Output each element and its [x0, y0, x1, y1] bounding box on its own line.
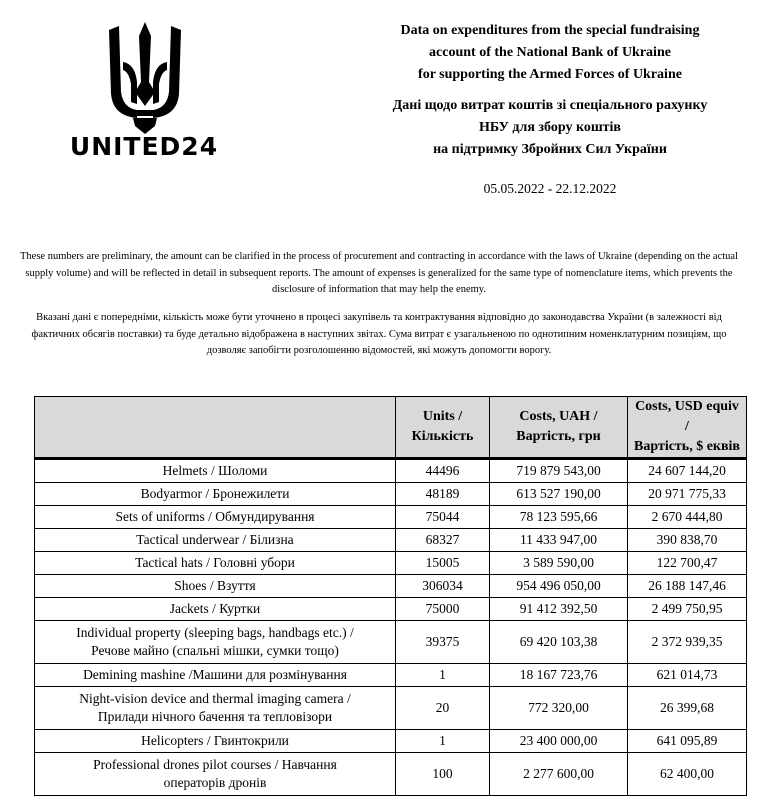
table-row	[35, 529, 747, 552]
cell-units: 1	[396, 664, 490, 687]
header-units	[396, 397, 490, 459]
table-row	[35, 575, 747, 598]
cell-item	[35, 621, 396, 664]
cell-costs-usd: 24 607 144,20	[628, 459, 747, 483]
cell-item	[35, 483, 396, 506]
header-costs-usd	[628, 397, 747, 459]
cell-units: 75000	[396, 598, 490, 621]
cell-item	[35, 598, 396, 621]
title-en-line: account of the National Bank of Ukraine	[429, 45, 671, 60]
cell-item	[35, 753, 396, 796]
document-title	[360, 20, 740, 161]
table-row	[35, 506, 747, 529]
cell-costs-usd: 2 670 444,80	[628, 506, 747, 529]
table-row	[35, 598, 747, 621]
tryzub-icon	[107, 22, 183, 134]
cell-item	[35, 552, 396, 575]
cell-item-line: Night-vision device and thermal imaging camera /	[79, 691, 351, 706]
report-period: 05.05.2022 - 22.12.2022	[483, 181, 617, 196]
cell-costs-usd: 26 188 147,46	[628, 575, 747, 598]
table-row	[35, 753, 747, 796]
cell-costs-uah: 23 400 000,00	[490, 730, 628, 753]
cell-item-line: Прилади нічного бачення та тепловізори	[97, 709, 333, 724]
cell-item	[35, 459, 396, 483]
table-row	[35, 552, 747, 575]
cell-costs-uah: 69 420 103,38	[490, 621, 628, 664]
cell-item-line: Individual property (sleeping bags, handbags etc.) /	[76, 625, 354, 640]
cell-costs-usd: 390 838,70	[628, 529, 747, 552]
cell-costs-uah: 772 320,00	[490, 687, 628, 730]
header-item	[35, 397, 396, 459]
cell-item-line: Helicopters / Гвинтокрили	[141, 733, 289, 748]
cell-units: 100	[396, 753, 490, 796]
cell-item-line: операторів дронів	[163, 775, 267, 790]
title-ukrainian	[360, 95, 740, 161]
cell-item-line: Jackets / Куртки	[169, 601, 261, 616]
brand-logo-text: UNITED24	[69, 132, 219, 161]
cell-item-line: Professional drones pilot courses / Навчання	[93, 757, 337, 772]
table-header-row	[35, 397, 747, 459]
disclaimer-english: These numbers are preliminary, the amount can be clarified in the process of procurement and contracting in accordance with the laws of Ukraine (depending on the actual supply volume) and will be reflected in detail in subsequent reports. The amount of expenses is generalized for the same type of nomenclature items, which prevents the disclosure of information that may help the enemy.	[20, 251, 738, 295]
cell-costs-usd: 20 971 775,33	[628, 483, 747, 506]
cell-item-line: Helmets / Шоломи	[162, 463, 268, 478]
cell-item-line: Shoes / Взуття	[174, 578, 256, 593]
cell-units: 15005	[396, 552, 490, 575]
header-uah-en: Costs, UAH /	[519, 409, 598, 424]
title-english	[360, 20, 740, 86]
cell-units: 48189	[396, 483, 490, 506]
cell-item-line: Demining mashine /Машини для розмінування	[83, 667, 347, 682]
cell-costs-uah: 613 527 190,00	[490, 483, 628, 506]
cell-costs-usd: 26 399,68	[628, 687, 747, 730]
cell-costs-usd: 2 499 750,95	[628, 598, 747, 621]
cell-costs-uah: 2 277 600,00	[490, 753, 628, 796]
cell-costs-usd: 2 372 939,35	[628, 621, 747, 664]
title-en-line: for supporting the Armed Forces of Ukraine	[418, 67, 682, 82]
table-row	[35, 483, 747, 506]
cell-item-line: Sets of uniforms / Обмундирування	[115, 509, 315, 524]
table-row	[35, 687, 747, 730]
cell-item	[35, 664, 396, 687]
cell-units: 1	[396, 730, 490, 753]
cell-costs-uah: 719 879 543,00	[490, 459, 628, 483]
cell-item	[35, 687, 396, 730]
cell-units: 75044	[396, 506, 490, 529]
expenditures-table	[34, 396, 747, 796]
cell-item	[35, 506, 396, 529]
title-uk-line: НБУ для збору коштів	[478, 120, 621, 135]
cell-item	[35, 730, 396, 753]
table-row	[35, 621, 747, 664]
cell-units: 68327	[396, 529, 490, 552]
table-row	[35, 459, 747, 483]
header-costs-uah	[490, 397, 628, 459]
cell-costs-uah: 18 167 723,76	[490, 664, 628, 687]
header-units-en: Units /	[422, 409, 463, 424]
title-uk-line: Дані щодо витрат коштів зі спеціального рахунку	[392, 98, 708, 113]
header-usd-uk: Вартість, $ еквів	[634, 439, 740, 454]
header-units-uk: Кількість	[411, 429, 474, 444]
cell-units: 39375	[396, 621, 490, 664]
cell-costs-uah: 11 433 947,00	[490, 529, 628, 552]
cell-costs-uah: 954 496 050,00	[490, 575, 628, 598]
cell-item-line: Tactical underwear / Білизна	[136, 532, 294, 547]
cell-costs-uah: 78 123 595,66	[490, 506, 628, 529]
cell-item	[35, 575, 396, 598]
table-body	[35, 459, 747, 796]
cell-costs-uah: 3 589 590,00	[490, 552, 628, 575]
cell-units: 44496	[396, 459, 490, 483]
header-usd-en: Costs, USD equiv /	[635, 399, 739, 434]
table-row	[35, 730, 747, 753]
cell-item-line: Речове майно (спальні мішки, сумки тощо)	[91, 643, 339, 658]
title-uk-line: на підтримку Збройних Сил України	[433, 142, 667, 157]
cell-costs-uah: 91 412 392,50	[490, 598, 628, 621]
cell-item-line: Tactical hats / Головні убори	[135, 555, 295, 570]
cell-costs-usd: 122 700,47	[628, 552, 747, 575]
cell-costs-usd: 641 095,89	[628, 730, 747, 753]
cell-units: 20	[396, 687, 490, 730]
united24-logo	[30, 22, 258, 162]
cell-costs-usd: 62 400,00	[628, 753, 747, 796]
header-uah-uk: Вартість, грн	[516, 429, 601, 444]
cell-item	[35, 529, 396, 552]
cell-units: 306034	[396, 575, 490, 598]
title-en-line: Data on expenditures from the special fundraising	[400, 23, 700, 38]
cell-costs-usd: 621 014,73	[628, 664, 747, 687]
table-row	[35, 664, 747, 687]
disclaimer-ukrainian: Вказані дані є попередніми, кількість може бути уточнено в процесі закупівель та контрактування відповідно до законодавства України (в залежності від фактичних обсягів поставки) та буде детально відображена в наступних звітах. Сума витрат є узагальненою по однотипним номенклатурним позиціям, що дозволяє запобігти розголошенню відомостей, які можуть допомогти ворогу.	[31, 312, 727, 356]
cell-item-line: Bodyarmor / Бронежилети	[140, 486, 290, 501]
